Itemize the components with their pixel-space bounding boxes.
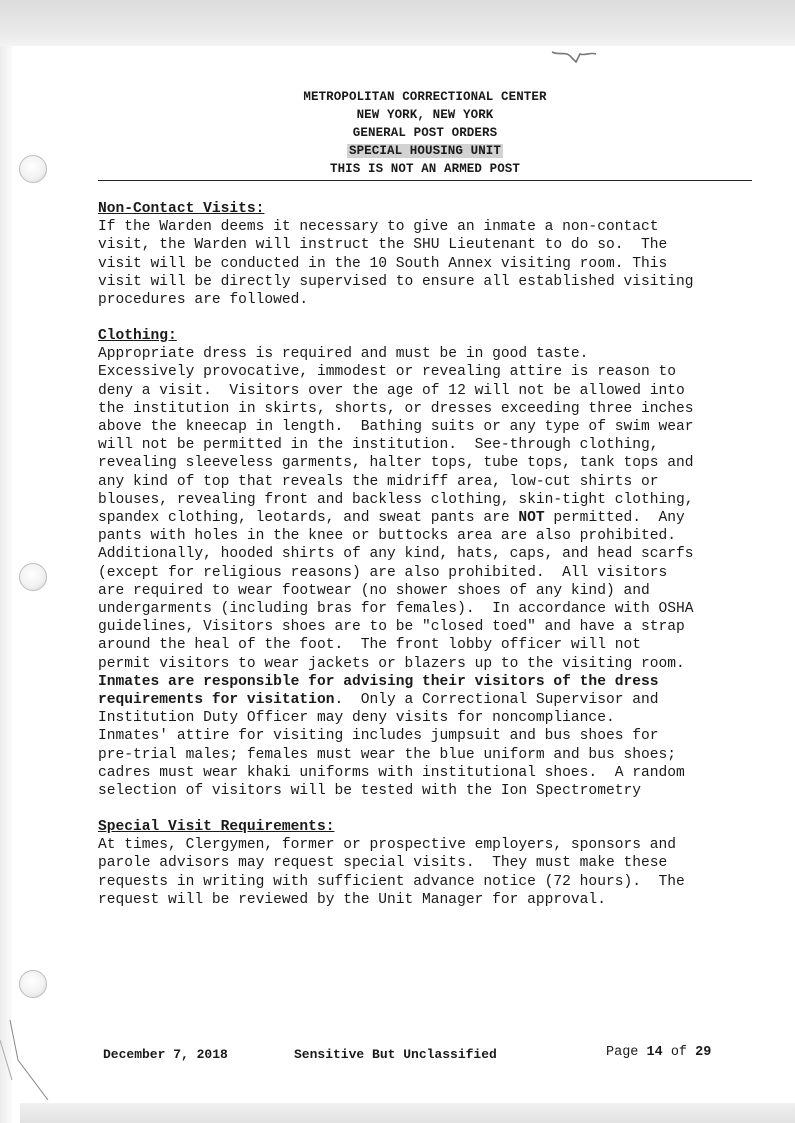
section-title: Non-Contact Visits:	[98, 201, 265, 217]
text-line: blouses, revealing front and backless clothing, skin-tight clothing,	[98, 491, 694, 508]
section-clothing	[98, 327, 758, 800]
text-line: the institution in skirts, shorts, or dresses exceeding three inches	[98, 400, 694, 417]
text-line: any kind of top that reveals the midriff area, low-cut shirts or	[98, 473, 659, 490]
text-line: Additionally, hooded shirts of any kind, hats, caps, and head scarfs	[98, 546, 694, 563]
text-line: guidelines, Visitors shoes are to be "closed toed" and have a strap	[98, 619, 685, 636]
text-line: cadres must wear khaki uniforms with institutional shoes. A random	[98, 764, 685, 781]
text-line: requests in writing with sufficient advance notice (72 hours). The	[98, 873, 685, 890]
emphasis-not: NOT	[518, 510, 545, 527]
emphasis-requirements: requirements for visitation	[98, 692, 335, 709]
text-line: If the Warden deems it necessary to give an inmate a non-contact	[98, 219, 659, 236]
binder-hole-3	[19, 970, 47, 998]
header-divider	[98, 180, 752, 181]
text-line: (except for religious reasons) are also prohibited. All visitors	[98, 564, 668, 581]
header-location: NEW YORK, NEW YORK	[356, 108, 494, 122]
footer-classification: Sensitive But Unclassified	[294, 1047, 497, 1062]
document-header	[98, 88, 752, 178]
scan-shadow-bottom	[20, 1103, 795, 1123]
text-line: visit will be conducted in the 10 South Annex visiting room. This	[98, 255, 668, 272]
text-line: visit will be directly supervised to ensure all established visiting	[98, 273, 694, 290]
text-line: permit visitors to wear jackets or blazers up to the visiting room.	[98, 655, 685, 672]
section-special-visit-requirements	[98, 818, 758, 909]
text-line: undergarments (including bras for females). In accordance with OSHA	[98, 601, 694, 618]
text-line: parole advisors may request special visits. They must make these	[98, 855, 668, 872]
header-orders: GENERAL POST ORDERS	[352, 126, 498, 140]
page-crease-icon	[0, 1020, 60, 1100]
text-line: selection of visitors will be tested with the Ion Spectrometry	[98, 783, 641, 800]
section-non-contact-visits	[98, 200, 758, 309]
binder-hole-2	[19, 563, 47, 591]
text-line: pre-trial males; females must wear the blue uniform and bus shoes;	[98, 746, 677, 763]
header-unit: SPECIAL HOUSING UNIT	[348, 144, 502, 158]
binder-hole-1	[19, 155, 47, 183]
text-line: will not be permitted in the institution. See-through clothing,	[98, 437, 659, 454]
header-post-type: THIS IS NOT AN ARMED POST	[329, 162, 521, 176]
scan-mark-icon	[550, 48, 600, 68]
text-line: spandex clothing, leotards, and sweat pants are NOT permitted. Any	[98, 510, 685, 527]
text-line: procedures are followed.	[98, 292, 309, 309]
section-title: Clothing:	[98, 328, 177, 344]
text-line: Appropriate dress is required and must be in good taste.	[98, 346, 589, 363]
page-total: 29	[695, 1045, 712, 1060]
text-line: Excessively provocative, immodest or revealing attire is reason to	[98, 364, 677, 381]
text-line: visit, the Warden will instruct the SHU Lieutenant to do so. The	[98, 237, 668, 254]
text-line: above the kneecap in length. Bathing suits or any type of swim wear	[98, 419, 694, 436]
page-current: 14	[646, 1045, 663, 1060]
footer-date: December 7, 2018	[103, 1047, 228, 1062]
scan-shadow-top	[0, 0, 795, 46]
text-line: request will be reviewed by the Unit Manager for approval.	[98, 891, 606, 908]
text-line: are required to wear footwear (no shower shoes of any kind) and	[98, 582, 650, 599]
text-line: revealing sleeveless garments, halter tops, tube tops, tank tops and	[98, 455, 694, 472]
emphasis-line: Inmates are responsible for advising their visitors of the dress	[98, 673, 659, 690]
text-line: Inmates' attire for visiting includes jumpsuit and bus shoes for	[98, 728, 659, 745]
text-line: deny a visit. Visitors over the age of 12 will not be allowed into	[98, 382, 685, 399]
header-facility: METROPOLITAN CORRECTIONAL CENTER	[303, 90, 547, 104]
text-line: At times, Clergymen, former or prospective employers, sponsors and	[98, 837, 677, 854]
text-line: pants with holes in the knee or buttocks area are also prohibited.	[98, 528, 677, 545]
section-title: Special Visit Requirements:	[98, 819, 335, 835]
scan-shadow-left	[0, 46, 12, 1123]
footer-page-number: Page 14 of 29	[606, 1045, 712, 1060]
text-line: requirements for visitation. Only a Correctional Supervisor and	[98, 692, 659, 709]
text-line: around the heal of the foot. The front lobby officer will not	[98, 637, 641, 654]
text-line: Institution Duty Officer may deny visits for noncompliance.	[98, 710, 615, 727]
